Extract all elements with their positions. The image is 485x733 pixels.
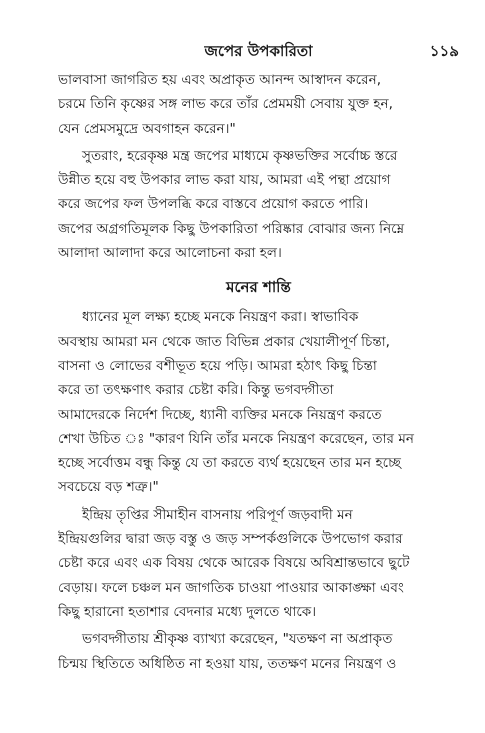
paragraph-continued	[58, 68, 459, 141]
paragraph	[58, 144, 459, 265]
text-line: উন্নীত হয়ে বহু উপকার লাভ করা যায়, আমরা এই পন্থা প্রয়োগ	[58, 172, 391, 189]
running-title: জপের উপকারিতা	[204, 42, 313, 60]
text-line: ভগবদ্গীতায় শ্রীকৃষ্ণ ব্যাখ্যা করেছেন, "যতক্ষণ না অপ্রাকৃত	[82, 631, 393, 648]
text-line: যেন প্রেমসমুদ্রে অবগাহন করেন।"	[58, 120, 236, 137]
paragraph	[58, 627, 459, 676]
body-text	[58, 68, 459, 679]
text-line: সুতরাং, হরেকৃষ্ণ মন্ত্র জপের মাধ্যমে কৃষ্ণভক্তির সর্বোচ্চ স্তরে	[82, 147, 398, 164]
page-number: ১১৯	[429, 42, 459, 60]
text-line: জপের অগ্রগতিমূলক কিছু উপকারিতা পরিষ্কার বোঝার জন্য নিম্নে	[58, 220, 405, 237]
text-line: শেখা উচিত ঃ "কারণ যিনি তাঁর মনকে নিয়ন্ত্রণ করেছেন, তার মন	[58, 430, 414, 447]
text-line: করে তা তৎক্ষণাৎ করার চেষ্টা করি। কিন্তু ভগবদ্গীতা	[58, 382, 334, 399]
text-line: চিন্ময় স্থিতিতে অধিষ্ঠিত না হওয়া যায়, ততক্ষণ মনের নিয়ন্ত্রণ ও	[58, 655, 397, 672]
text-line: ধ্যানের মূল লক্ষ্য হচ্ছে মনকে নিয়ন্ত্রণ করা। স্বাভাবিক	[82, 309, 359, 326]
text-line: বেড়ায়। ফলে চঞ্চল মন জাগতিক চাওয়া পাওয়ার আকাঙ্ক্ষা এবং	[58, 579, 404, 596]
text-line: ভালবাসা জাগরিত হয় এবং অপ্রাকৃত আনন্দ আস্বাদন করেন,	[58, 72, 382, 88]
text-line: ইন্দ্রিয়গুলির দ্বারা জড় বস্তু ও জড় সম্পর্কগুলিকে উপভোগ করার	[58, 531, 403, 548]
section-heading: মনের শান্তি	[226, 278, 291, 297]
text-line: চরমে তিনি কৃষ্ণের সঙ্গ লাভ করে তাঁর প্রেমময়ী সেবায় যুক্ত হন,	[58, 96, 393, 113]
page-header	[58, 40, 459, 62]
text-line: করে জপের ফল উপলব্ধি করে বাস্তবে প্রয়োগ করতে পারি।	[58, 196, 369, 213]
text-line: আলাদা আলাদা করে আলোচনা করা হল।	[58, 245, 282, 262]
text-line: সবচেয়ে বড় শত্রু।"	[58, 479, 159, 496]
text-line: হচ্ছে সর্বোত্তম বন্ধু কিন্তু যে তা করতে ব্যর্থ হয়েছেন তার মন হচ্ছে	[58, 455, 401, 472]
paragraph	[58, 305, 459, 499]
text-line: অবস্থায় আমরা মন থেকে জাত বিভিন্ন প্রকার খেয়ালীপূর্ণ চিন্তা,	[58, 333, 390, 350]
text-line: বাসনা ও লোভের বশীভূত হয়ে পড়ি। আমরা হঠাৎ কিছু চিন্তা	[58, 357, 377, 374]
text-line: আমাদেরকে নির্দেশ দিচ্ছে, ধ্যানী ব্যক্তির মনকে নিয়ন্ত্রণ করতে	[58, 406, 382, 423]
text-line: ইন্দ্রিয় তৃপ্তির সীমাহীন বাসনায় পরিপূর্ণ জড়বাদী মন	[82, 506, 353, 523]
paragraph	[58, 503, 459, 624]
text-line: কিছু হারানো হতাশার বেদনার মধ্যে দুলতে থাকে।	[58, 603, 317, 620]
text-line: চেষ্টা করে এবং এক বিষয় থেকে আরেক বিষয়ে অবিশ্রান্তভাবে ছুটে	[58, 555, 410, 572]
